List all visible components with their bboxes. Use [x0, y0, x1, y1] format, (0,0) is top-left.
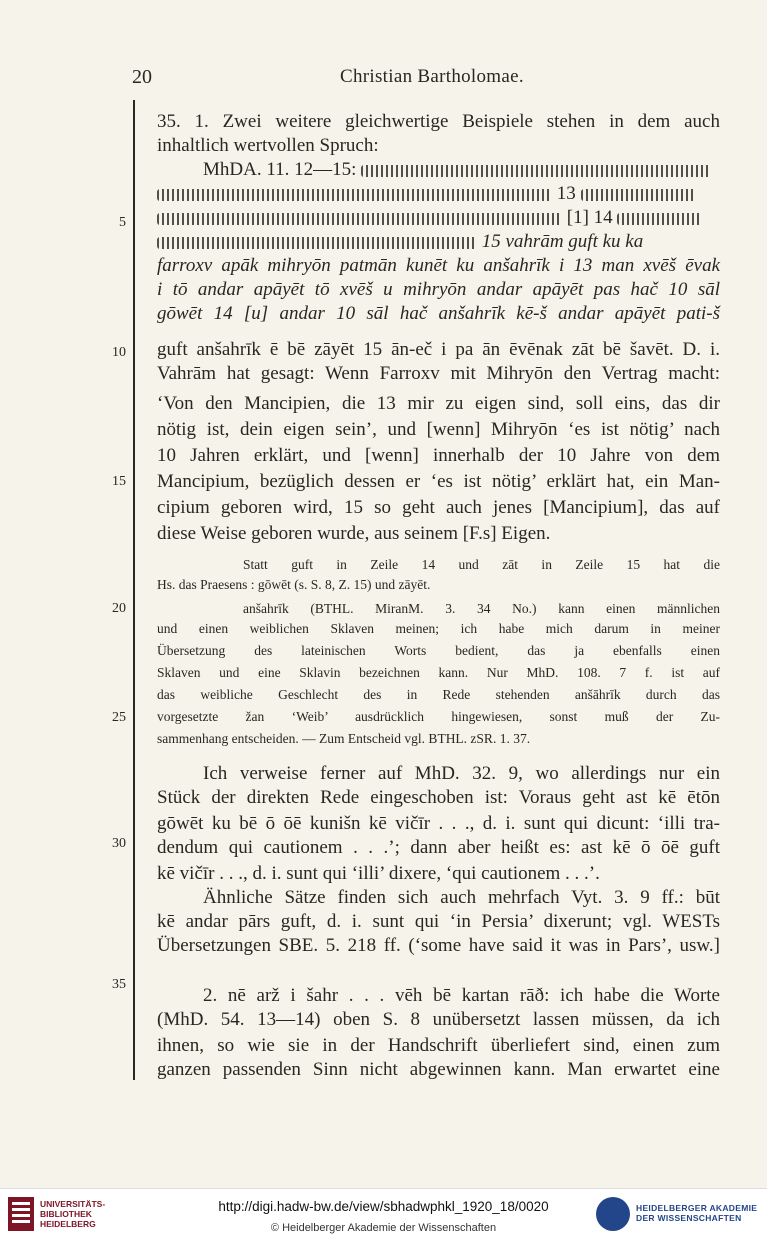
line-number: 10: [112, 345, 126, 360]
text-line: cipium geboren wird, 15 so geht auch jenes [Mancipium], das auf: [157, 497, 720, 518]
academy-seal-icon: [596, 1197, 630, 1231]
text-line: Vahrām hat gesagt: Wenn Farroxv mit Mihryōn den Vertrag macht:: [157, 363, 720, 384]
text-line: Stück der direkten Rede eingeschoben ist: Voraus geht ast kē ētōn: [157, 787, 720, 808]
text-line: kē andar pārs guft, d. i. sunt qui ‘in Persia’ dixerunt; vgl. WESTs: [157, 911, 720, 932]
transliteration: 15 vahrām guft ku ka: [481, 231, 644, 252]
document-url-link[interactable]: http://digi.hadw-bw.de/view/sbhadwphkl_1920_18/0020: [218, 1199, 549, 1214]
text-line: kē vičīr . . ., d. i. sunt qui ‘illi’ dixere, ‘qui cautionem . . .’.: [157, 863, 600, 884]
footnote-line: anšahrīk (BTHL. MiranM. 3. 34 No.) kann einen männlichen: [243, 601, 720, 616]
line-number: 30: [112, 836, 126, 851]
text-line: [157, 182, 720, 206]
footnote-line: Übersetzung des lateinischen Worts bedient, das ja ebenfalls einen: [157, 643, 720, 658]
text-line: [157, 230, 720, 254]
footnote-line: sammenhang entscheiden. — Zum Entscheid vgl. BTHL. zSR. 1. 37.: [157, 731, 531, 746]
text-line: ‘Von den Mancipien, die 13 mir zu eigen sind, soll eins, das dir: [157, 393, 720, 414]
text-line: nötig ist, dein eigen sein’, und [wenn] Mihryōn ‘es ist nötig’ nach: [157, 419, 720, 440]
text-line: [203, 158, 720, 182]
text-line: Ähnliche Sätze finden sich auch mehrfach Vyt. 3. 9 ff.: būt: [203, 887, 720, 908]
text-line: guft anšahrīk ē bē zāyēt 15 ān-eč i pa ān ēvēnak zāt bē šavēt. D. i.: [157, 339, 720, 360]
pahlavi-script: [361, 165, 711, 177]
pahlavi-script: [157, 237, 477, 249]
text-line: gōwēt ku bē ō ōē kunišn kē vičīr . . ., d. i. sunt qui dicunt: ‘illi tra-: [157, 813, 720, 834]
text-line: dendum qui cautionem . . .’; dann aber heißt es: ast kē ō ōē guft: [157, 837, 720, 858]
footer-bar: [0, 1188, 767, 1243]
inline-number: [1] 14: [566, 207, 613, 228]
pahlavi-script: [157, 213, 562, 225]
line-number: 35: [112, 977, 126, 992]
line-number: 15: [112, 474, 126, 489]
text-line: gōwēt 14 [u] andar 10 sāl hač anšahrīk kē-š andar apāyēt pati-š: [157, 303, 720, 324]
copyright-text: © Heidelberger Akademie der Wissenschaften: [270, 1222, 497, 1234]
library-logo-text: UNIVERSITÄTS- BIBLIOTHEK HEIDELBERG: [40, 1199, 106, 1229]
text-line: farroxv apāk mihryōn patmān kunēt ku anšahrīk i 13 man xvēš ēvak: [157, 255, 720, 276]
margin-rule: [133, 100, 135, 1080]
text-line: [157, 206, 720, 230]
line-number: 20: [112, 601, 126, 616]
footnote-line: das weibliche Geschlecht des in Rede stehenden anšāhrīk durch das: [157, 687, 720, 702]
running-head: Christian Bartholomae.: [340, 66, 524, 87]
citation: MhDA. 11. 12—15:: [203, 159, 357, 180]
page-number: 20: [132, 66, 152, 88]
pahlavi-script: [157, 189, 552, 201]
text-line: i tō andar apāyēt tō xvēš u mihryōn andar apāyēt pas hač 10 sāl: [157, 279, 720, 300]
line-number: 5: [119, 215, 126, 230]
inline-number: 13: [556, 183, 576, 204]
text-line: inhaltlich wertvollen Spruch:: [157, 135, 379, 156]
pahlavi-script: [581, 189, 696, 201]
footnote-line: vorgesetzte žan ‘Weib’ ausdrücklich hingewiesen, sonst muß der Zu-: [157, 709, 720, 724]
footnote-line: Hs. das Praesens : gōwēt (s. S. 8, Z. 15) und zāyēt.: [157, 577, 431, 592]
footnote-line: Sklaven und eine Sklavin bezeichnen kann. Nur MhD. 108. 7 f. ist auf: [157, 665, 720, 680]
text-line: (MhD. 54. 13—14) oben S. 8 unübersetzt lassen müssen, da ich: [157, 1009, 720, 1030]
text-line: ganzen passenden Sinn nicht abgewinnen kann. Man erwartet eine: [157, 1059, 720, 1080]
text-line: Mancipium, bezüglich dessen er ‘es ist nötig’ erklärt hat, ein Man-: [157, 471, 720, 492]
footnote-line: und einen weiblichen Sklaven meinen; ich habe mich darum in meiner: [157, 621, 720, 636]
text-line: 35. 1. Zwei weitere gleichwertige Beispiele stehen in dem auch: [157, 111, 720, 132]
academy-logo-text: HEIDELBERGER AKADEMIE DER WISSENSCHAFTEN: [636, 1203, 758, 1223]
pahlavi-script: [617, 213, 702, 225]
text-line: 2. nē arž i šahr . . . vēh bē kartan rāð: ich habe die Worte: [203, 985, 720, 1006]
text-line: 10 Jahren erklärt, und [wenn] innerhalb der 10 Jahre von dem: [157, 445, 720, 466]
text-line: Übersetzungen SBE. 5. 218 ff. (‘some have said it was in Pars’, usw.]: [157, 935, 720, 956]
text-line: diese Weise geboren wurde, aus seinem [F.s] Eigen.: [157, 523, 551, 544]
footnote-line: Statt guft in Zeile 14 und zāt in Zeile 15 hat die: [243, 557, 720, 572]
text-line: Ich verweise ferner auf MhD. 32. 9, wo allerdings nur ein: [203, 763, 720, 784]
text-line: ihnen, so wie sie in der Handschrift überliefert sind, einen zum: [157, 1035, 720, 1056]
line-number: 25: [112, 710, 126, 725]
